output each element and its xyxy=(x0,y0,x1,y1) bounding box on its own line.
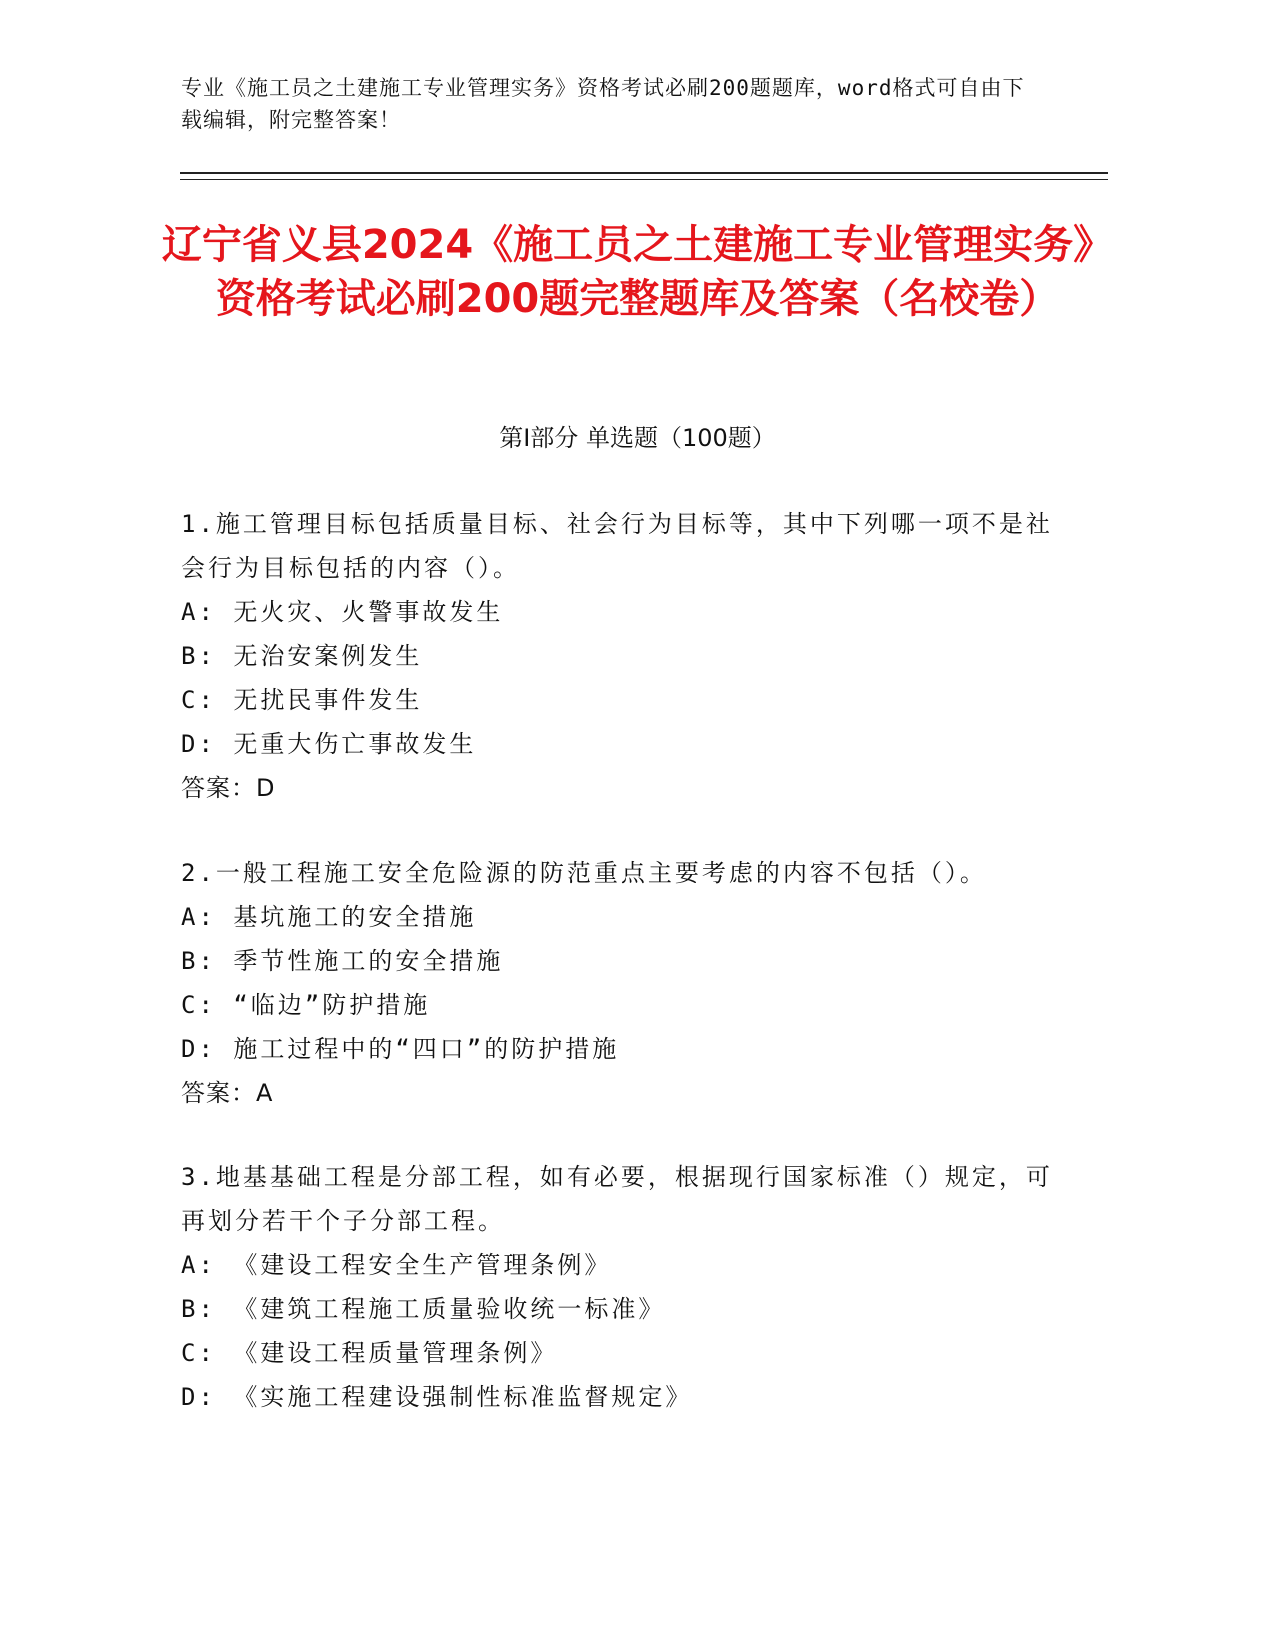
question-stem: 1.施工管理目标包括质量目标、社会行为目标等，其中下列哪一项不是社会行为目标包括的内容（）。 xyxy=(181,510,1053,582)
question-2 xyxy=(181,851,1061,1115)
option-c: C: 无扰民事件发生 xyxy=(181,686,423,714)
option-b: B: 《建筑工程施工质量验收统一标准》 xyxy=(181,1295,666,1323)
question-stem: 2.一般工程施工安全危险源的防范重点主要考虑的内容不包括（）。 xyxy=(181,859,987,887)
document-title: 辽宁省义县2024《施工员之土建施工专业管理实务》资格考试必刷200题完整题库及答案（名校卷） xyxy=(161,222,1114,322)
question-1 xyxy=(181,502,1061,810)
option-d: D: 施工过程中的“四口”的防护措施 xyxy=(181,1035,620,1063)
header-divider-thick xyxy=(180,172,1108,174)
option-d: D: 《实施工程建设强制性标准监督规定》 xyxy=(181,1383,693,1411)
answer: 答案：A xyxy=(181,1079,274,1107)
option-b: B: 季节性施工的安全措施 xyxy=(181,947,504,975)
option-b: B: 无治安案例发生 xyxy=(181,642,423,670)
question-3 xyxy=(181,1155,1061,1419)
question-stem: 3.地基基础工程是分部工程，如有必要，根据现行国家标准（）规定，可再划分若干个子分部工程。 xyxy=(181,1163,1053,1235)
option-c: C: “临边”防护措施 xyxy=(181,991,431,1019)
answer: 答案：D xyxy=(181,774,276,802)
option-a: A: 基坑施工的安全措施 xyxy=(181,903,477,931)
header-note: 专业《施工员之土建施工专业管理实务》资格考试必刷200题题库，word格式可自由下载编辑，附完整答案！ xyxy=(181,76,1025,132)
option-a: A: 《建设工程安全生产管理条例》 xyxy=(181,1251,612,1279)
option-c: C: 《建设工程质量管理条例》 xyxy=(181,1339,558,1367)
option-d: D: 无重大伤亡事故发生 xyxy=(181,730,477,758)
option-a: A: 无火灾、火警事故发生 xyxy=(181,598,504,626)
header-divider-thin xyxy=(180,179,1108,180)
section-heading: 第Ⅰ部分 单选题（100题） xyxy=(499,424,776,452)
